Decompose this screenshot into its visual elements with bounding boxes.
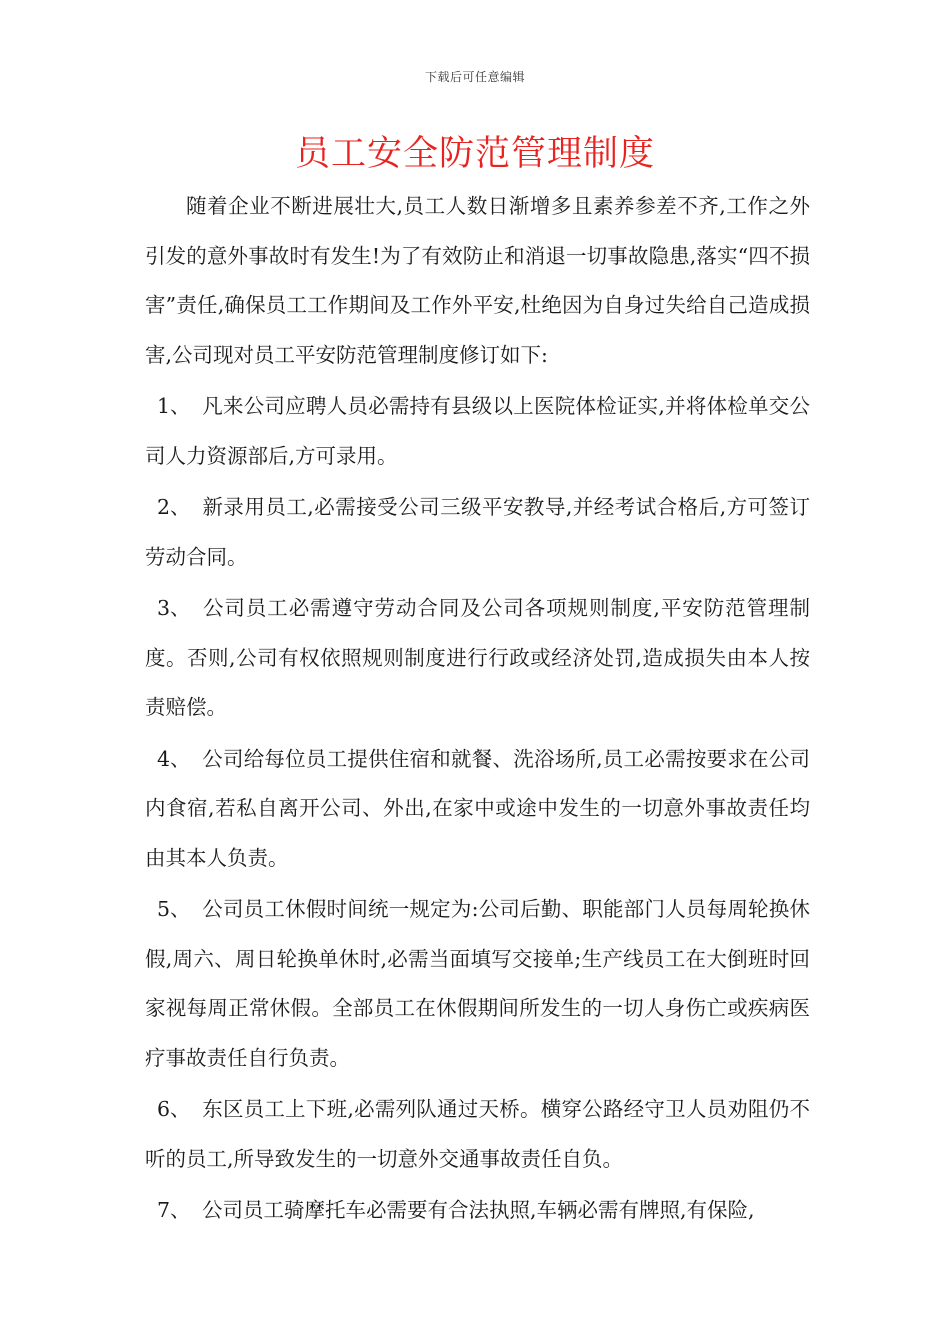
item-number: 2、 [157, 495, 191, 519]
item-text: 东区员工上下班,必需列队通过天桥。横穿公路经守卫人员劝阻仍不听的员工,所导致发生的一切意外交通事故责任自负。 [145, 1097, 810, 1171]
item-number: 6、 [157, 1097, 191, 1121]
item-text: 新录用员工,必需接受公司三级平安教导,并经考试合格后,方可签订劳动合同。 [145, 495, 810, 569]
document-title: 员工安全防范管理制度 [294, 134, 655, 174]
list-item [145, 1186, 810, 1236]
item-text: 公司给每位员工提供住宿和就餐、洗浴场所,员工必需按要求在公司内食宿,若私自离开公司、外出,在家中或途中发生的一切意外事故责任均由其本人负责。 [145, 746, 810, 870]
item-number: 4、 [157, 746, 191, 771]
item-number: 1、 [157, 394, 191, 418]
document-body [145, 182, 810, 1238]
list-item [145, 483, 810, 582]
header-note: 下载后可任意编辑 [424, 70, 525, 84]
item-text: 公司员工必需遵守劳动合同及公司各项规则制度,平安防范管理制度。否则,公司有权依照规则制度进行行政或经济处罚,造成损失由本人按责赔偿。 [145, 596, 810, 719]
item-number: 5、 [157, 897, 191, 921]
list-item [145, 382, 810, 481]
item-text: 凡来公司应聘人员必需持有县级以上医院体检证实,并将体检单交公司人力资源部后,方可录用。 [145, 394, 810, 468]
item-number: 3、 [157, 596, 191, 620]
list-item [145, 885, 810, 1083]
list-item [145, 1085, 810, 1184]
item-text: 公司员工休假时间统一规定为:公司后勤、职能部门人员每周轮换休假,周六、周日轮换单休时,必需当面填写交接单;生产线员工在大倒班时回家视每周正常休假。全部员工在休假期间所发生的一切人身伤亡或疾病医疗事故责任自行负责。 [145, 897, 810, 1070]
list-item [145, 584, 810, 733]
item-number: 7、 [157, 1198, 191, 1222]
list-item [145, 735, 810, 884]
item-text: 公司员工骑摩托车必需要有合法执照,车辆必需有牌照,有保险, [202, 1198, 755, 1222]
intro-paragraph: 随着企业不断进展壮大,员工人数日渐增多且素养参差不齐,工作之外引发的意外事故时有发生!为了有效防止和消退一切事故隐患,落实“四不损害”责任,确保员工工作期间及工作外平安,杜绝因为自身过失给自己造成损害,公司现对员工平安防范管理制度修订如下: [145, 194, 810, 367]
